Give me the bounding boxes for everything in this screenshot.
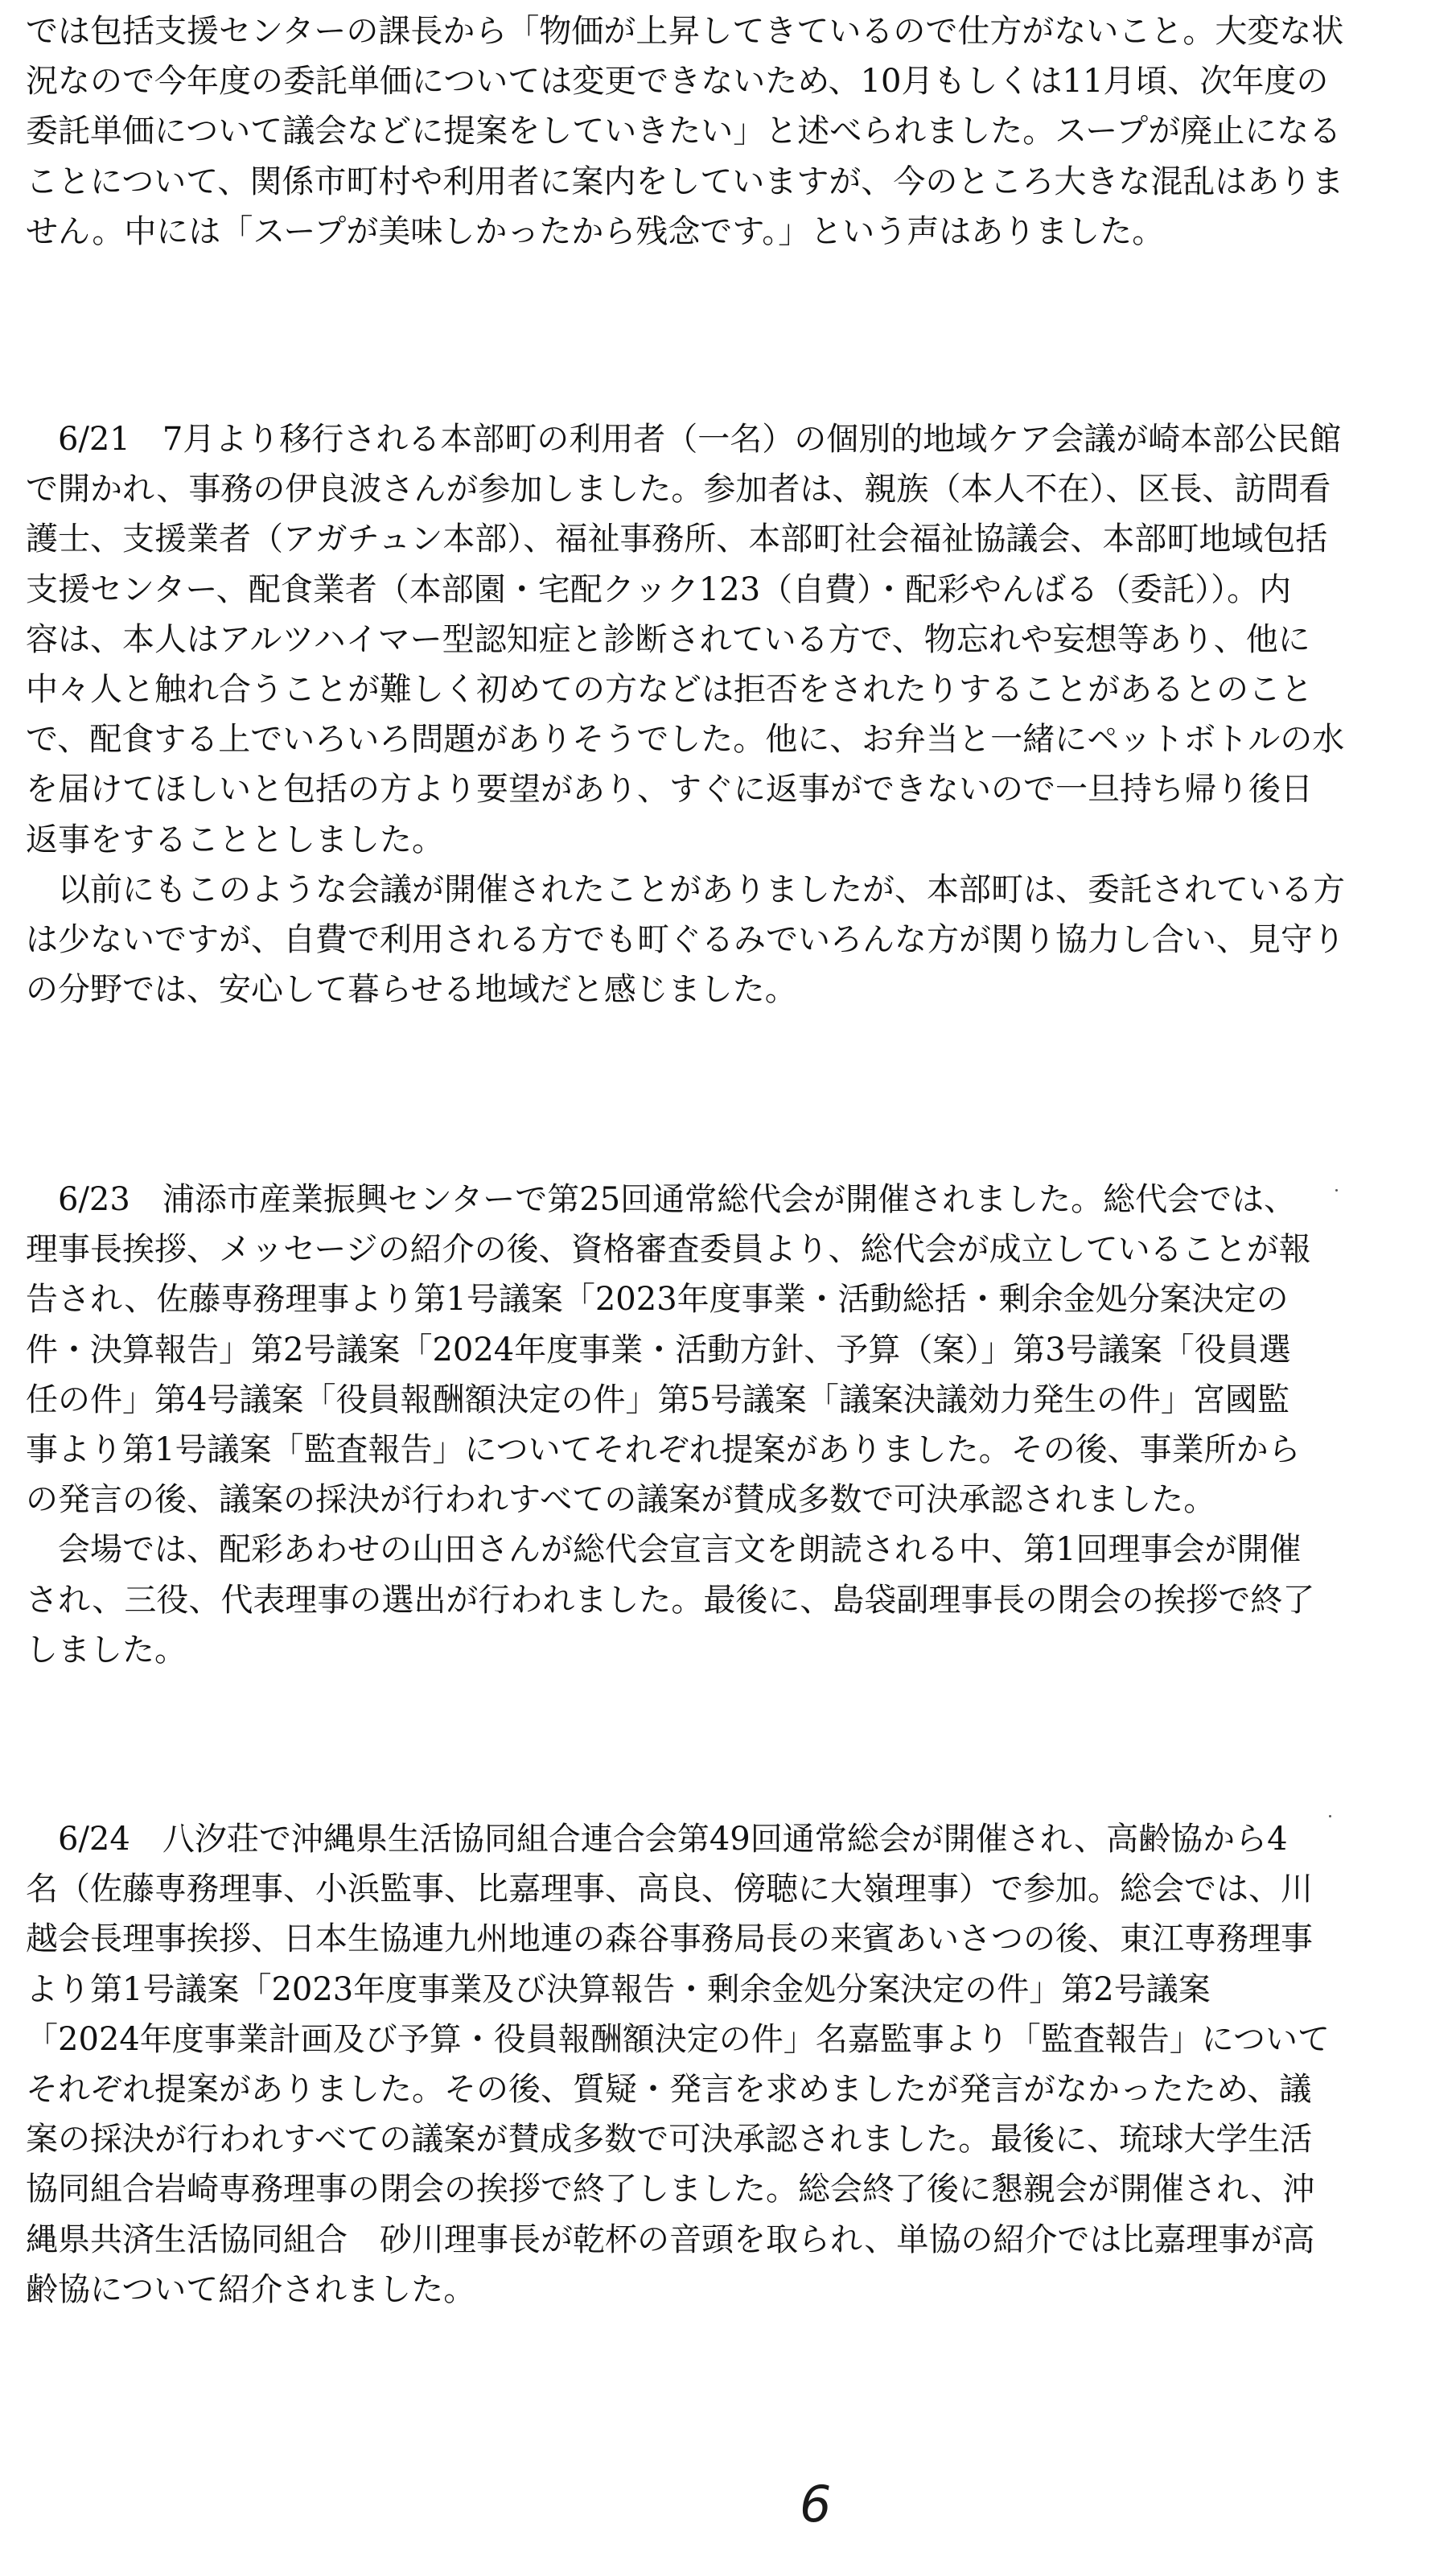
- text-line: され、三役、代表理事の選出が行われました。最後に、島袋副理事長の閉会の挨拶で終了: [26, 1581, 1315, 1619]
- text-line: ことについて、関係市町村や利用者に案内をしていますが、今のところ大きな混乱はありま: [26, 163, 1344, 200]
- text-line: 6/23 浦添市産業振興センターで第25回通常総代会が開催されました。総代会では、: [26, 1181, 1297, 1218]
- text-line: 越会長理事挨拶、日本生協連九州地連の森谷事務局長の来賓あいさつの後、東江専務理事: [26, 1920, 1313, 1958]
- text-line: せん。中には「スープが美味しかったから残念です。」という声はありました。: [26, 212, 1165, 250]
- text-line: は少ないですが、自費で利用される方でも町ぐるみでいろんな方が関り協力し合い、見守り: [26, 921, 1345, 958]
- text-line: 護士、支援業者（アガチュン本部）、福祉事務所、本部町社会福祉協議会、本部町地域包括: [26, 521, 1328, 558]
- text-line: 案の採決が行われすべての議案が賛成多数で可決承認されました。最後に、琉球大学生活: [26, 2121, 1313, 2159]
- text-line: 齢協について紹介されました。: [26, 2270, 476, 2308]
- text-line: 6/24 八汐荘で沖縄県生活協同組合連合会第49回通常総会が開催され、高齢協から4: [26, 1821, 1288, 1858]
- text-line: で、配食する上でいろいろ問題がありそうでした。他に、お弁当と一緒にペットボトルの水: [26, 721, 1345, 759]
- scan-speck: [1335, 1189, 1338, 1192]
- text-line: 縄県共済生活協同組合 砂川理事長が乾杯の音頭を取られ、単協の紹介では比嘉理事が高: [26, 2221, 1315, 2258]
- scan-speck: [1329, 1815, 1331, 1817]
- page-number: 6: [800, 2475, 832, 2533]
- text-line: 6/21 7月より移行される本部町の利用者（一名）の個別的地域ケア会議が崎本部公民館: [26, 421, 1342, 458]
- text-line: 返事をすることとしました。: [26, 821, 444, 858]
- text-line: の分野では、安心して暮らせる地域だと感じました。: [26, 971, 797, 1009]
- text-line: 協同組合岩崎専務理事の閉会の挨拶で終了しました。総会終了後に懇親会が開催され、沖: [26, 2171, 1315, 2208]
- text-line: 「2024年度事業計画及び予算・役員報酬額決定の件」名嘉監事より「監査報告」について: [26, 2020, 1330, 2058]
- text-line: 容は、本人はアルツハイマー型認知症と診断されている方で、物忘れや妄想等あり、他に: [26, 620, 1310, 658]
- text-line: 件・決算報告」第2号議案「2024年度事業・活動方針、予算（案）」第3号議案「役員選: [26, 1331, 1291, 1369]
- text-line: より第1号議案「2023年度事業及び決算報告・剰余金処分案決定の件」第2号議案: [26, 1970, 1211, 2008]
- text-line: 告され、佐藤専務理事より第1号議案「2023年度事業・活動総括・剰余金処分案決定の: [26, 1281, 1289, 1319]
- text-line: で開かれ、事務の伊良波さんが参加しました。参加者は、親族（本人不在）、区長、訪問看: [26, 471, 1331, 508]
- text-line: 況なので今年度の委託単価については変更できないため、10月もしくは11月頃、次年度の: [26, 63, 1329, 101]
- text-line: 会場では、配彩あわせの山田さんが総代会宣言文を朗読される中、第1回理事会が開催: [26, 1531, 1302, 1569]
- text-line: 支援センター、配食業者（本部園・宅配クック123（自費）・配彩やんばる（委託））。内: [26, 570, 1292, 608]
- text-line: 理事長挨拶、メッセージの紹介の後、資格審査委員より、総代会が成立していることが報: [26, 1231, 1311, 1269]
- text-line: しました。: [26, 1631, 187, 1669]
- text-line: それぞれ提案がありました。その後、質疑・発言を求めましたが発言がなかったため、議: [26, 2071, 1312, 2108]
- text-line: を届けてほしいと包括の方より要望があり、すぐに返事ができないので一旦持ち帰り後日: [26, 771, 1313, 809]
- text-line: の発言の後、議案の採決が行われすべての議案が賛成多数で可決承認されました。: [26, 1481, 1216, 1519]
- text-line: 中々人と触れ合うことが難しく初めての方などは拒否をされたりすることがあるとのこと: [26, 671, 1313, 708]
- text-line: 以前にもこのような会議が開催されたことがありましたが、本部町は、委託されている方: [26, 871, 1345, 908]
- text-line: 任の件」第4号議案「役員報酬額決定の件」第5号議案「議案決議効力発生の件」宮國監: [26, 1381, 1289, 1418]
- text-line: 名（佐藤専務理事、小浜監事、比嘉理事、高良、傍聴に大嶺理事）で参加。総会では、川: [26, 1871, 1313, 1908]
- text-line: では包括支援センターの課長から「物価が上昇してきているので仕方がないこと。大変な状: [26, 13, 1344, 50]
- text-line: 委託単価について議会などに提案をしていきたい」と述べられました。スープが廃止になる: [26, 113, 1342, 150]
- text-line: 事より第1号議案「監査報告」についてそれぞれ提案がありました。その後、事業所から: [26, 1431, 1301, 1468]
